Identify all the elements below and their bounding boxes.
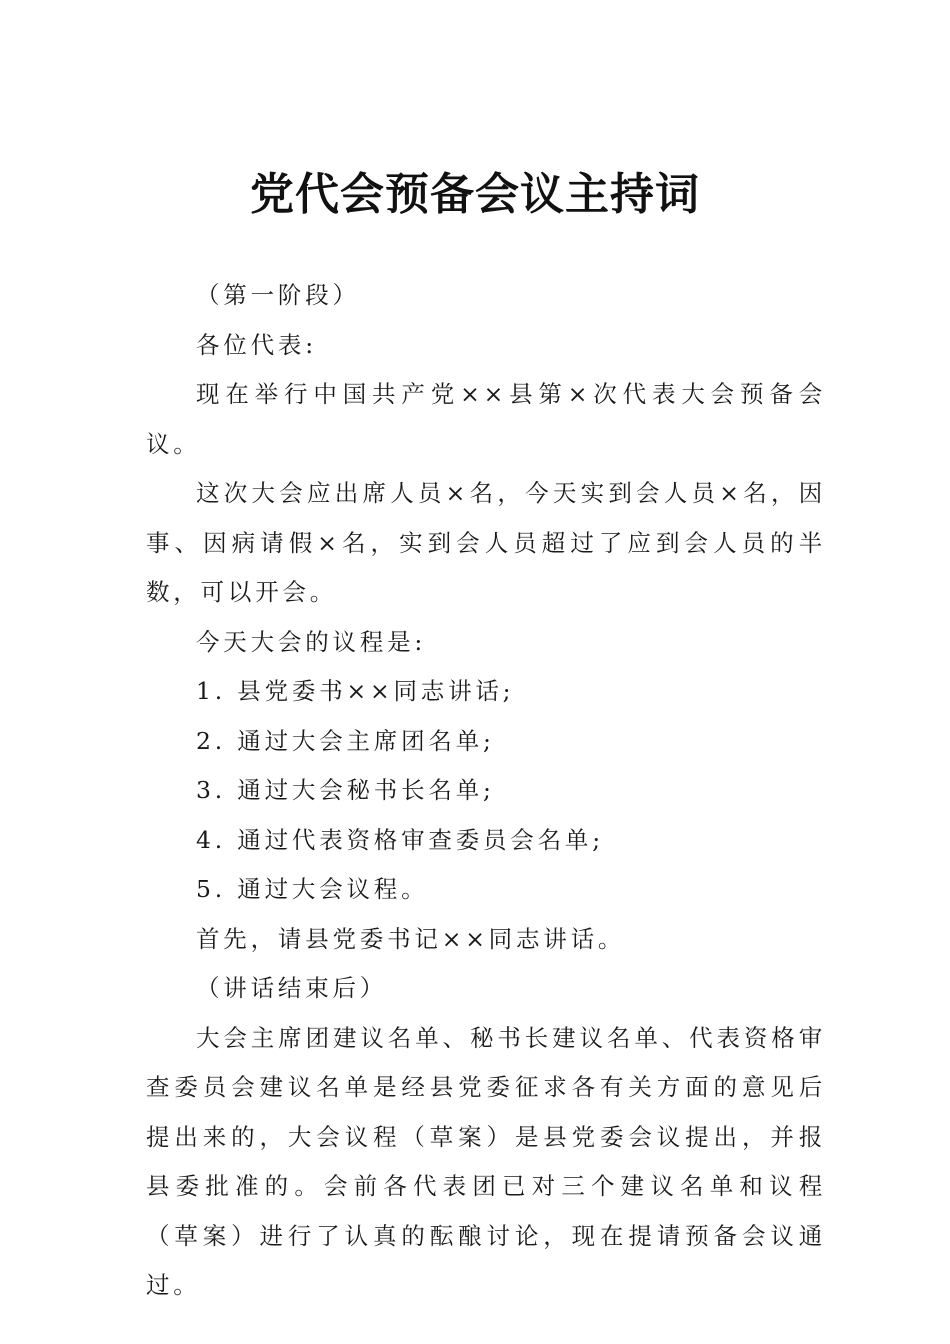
document-title: 党代会预备会议主持词 xyxy=(250,169,700,220)
agenda-item-2: 2. 通过大会主席团名单; xyxy=(196,726,495,755)
paragraph-speech-invite: 首先，请县党委书记××同志讲话。 xyxy=(196,924,626,953)
agenda-item-5: 5. 通过大会议程。 xyxy=(196,875,429,903)
paragraph-agenda-intro: 今天大会的议程是: xyxy=(196,627,427,656)
paragraph-opening: 现在举行中国共产党××县第×次代表大会预备会议。 xyxy=(146,380,826,458)
paragraph-greeting: 各位代表: xyxy=(196,330,317,359)
agenda-item-4: 4. 通过代表资格审查委员会名单; xyxy=(196,825,604,854)
paragraph-attendance: 这次大会应出席人员×名，今天实到会人员×名，因事、因病请假×名，实到会人员超过了应到会人员的半数，可以开会。 xyxy=(146,479,826,606)
paragraph-stage: （第一阶段） xyxy=(196,281,360,309)
paragraph-after-speech: （讲话结束后） xyxy=(196,974,388,1002)
agenda-item-1: 1. 县党委书××同志讲话; xyxy=(196,677,515,705)
agenda-item-3: 3. 通过大会秘书长名单; xyxy=(196,776,495,804)
document-body xyxy=(146,271,826,1311)
paragraph-proposal: 大会主席团建议名单、秘书长建议名单、代表资格审查委员会建议名单是经县党委征求各有关方面的意见后提出来的，大会议程（草案）是县党委会议提出，并报县委批准的。会前各代表团已对三个建议名单和议程（草案）进行了认真的酝酿讨论，现在提请预备会议通过。 xyxy=(146,1023,826,1299)
